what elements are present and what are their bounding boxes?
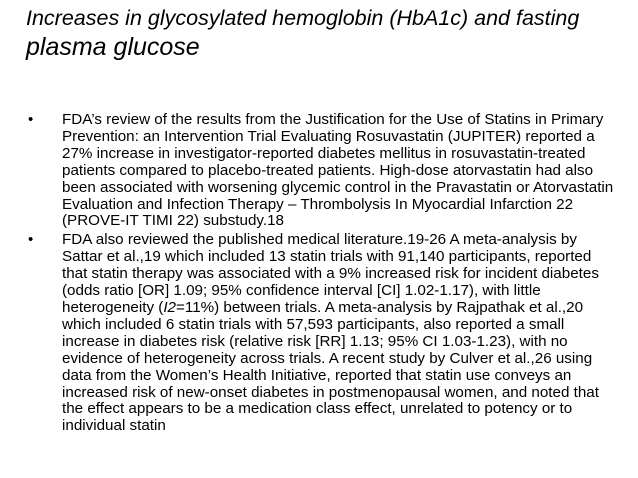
bullet-item-jupiter — [26, 112, 616, 230]
bullet-item-meta-analysis — [26, 232, 616, 435]
bullet-text-italic: I2 — [163, 298, 176, 316]
bullet-dot-icon: • — [28, 111, 34, 128]
slide-title — [26, 4, 626, 63]
bullet-dot-icon: • — [28, 231, 34, 249]
bullet-text-after: =11%) between trials. A meta-analysis by Rajpathak et al.,20 which included 6 statin trials with 57,593 participants, also reported a small increase in diabetes risk (relative risk [RR] 1.13; 95% CI 1.03-1.23), with no evidence of heterogeneity across trials. A recent study by Culver et al.,26 using data from the Women’s Health Initiative, reported that statin use conveys an increased risk of new-onset diabetes in postmenopausal women, and noted that the effect appears to be a medication class effect, unrelated to potency or to individual statin — [62, 298, 599, 435]
bullet-list — [26, 112, 616, 437]
slide-title-part1: Increases in glycosylated hemoglobin (HbA1c) and fasting — [26, 6, 580, 30]
slide-title-part2: plasma glucose — [26, 33, 200, 61]
bullet-text: FDA’s review of the results from the Justification for the Use of Statins in Primary Prevention: an Intervention Trial Evaluating Rosuvastatin (JUPITER) reported a 27% increase in investigator-reported diabetes mellitus in rosuvastatin-treated patients compared to placebo-treated patients. High-dose atorvastatin had also been associated with worsening glycemic control in the Pravastatin or Atorvastatin Evaluation and Infection Therapy – Thrombolysis In Myocardial Infarction 22 (PROVE-IT TIMI 22) substudy.18 — [62, 111, 614, 230]
bullet-text-before: FDA also reviewed the published medical literature.19-26 A meta-analysis by Sattar et al.,19 which included 13 statin trials with 91,140 participants, reported that statin therapy was associated with a 9% increased risk for incident diabetes (odds ratio [OR] 1.09; 95% confidence interval [CI] 1.02-1.17), with little heterogeneity ( — [62, 231, 599, 316]
